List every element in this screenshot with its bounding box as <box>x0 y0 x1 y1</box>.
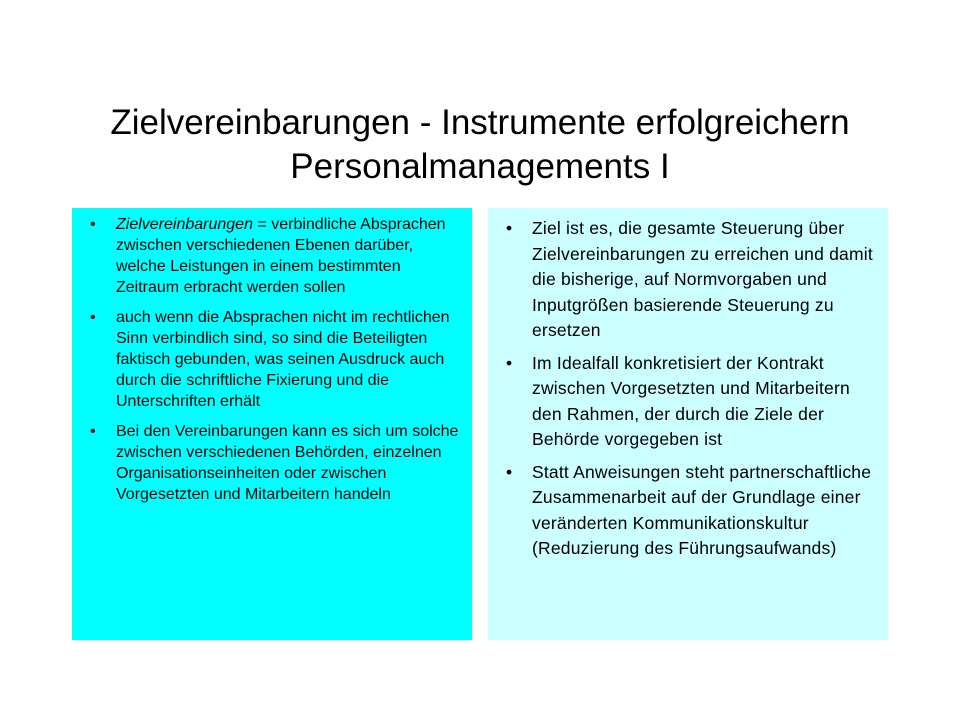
right-bullet-text-1: Ziel ist es, die gesamte Steuerung über Zielvereinbarungen zu erreichen und damit die bisherige, auf Normvorgaben und Inputgrößen basierende Steuerung zu ersetzen <box>532 218 873 340</box>
left-bullet-item-2 <box>84 307 460 412</box>
bullet-icon: • <box>506 218 513 238</box>
left-text-panel <box>72 208 472 640</box>
left-bullet-text-1: = verbindliche Absprachen zwischen verschiedenen Ebenen darüber, welche Leistungen in einem bestimmten Zeitraum erbracht werden sollen <box>116 216 446 296</box>
right-text-panel <box>488 208 888 640</box>
slide-title-line-1: Zielvereinbarungen - Instrumente erfolgreichern <box>110 103 850 143</box>
left-bullet-item-1 <box>84 214 460 298</box>
right-bullet-text-3: Statt Anweisungen steht partnerschaftliche Zusammenarbeit auf der Grundlage einer veränderten Kommunikationskultur (Reduzierung des Führungsaufwands) <box>532 461 872 558</box>
bullet-icon: • <box>506 461 513 482</box>
slide-title-line-2: Personalmanagements I <box>290 147 670 187</box>
bullet-icon: • <box>90 216 96 233</box>
slide-title <box>60 101 900 189</box>
right-bullet-item-2 <box>500 351 876 453</box>
right-bullet-list <box>500 216 876 562</box>
bullet-icon: • <box>90 423 96 440</box>
left-bullet-list <box>84 214 460 505</box>
bullet-icon: • <box>90 309 96 326</box>
left-bullet-text-3: Bei den Vereinbarungen kann es sich um solche zwischen verschiedenen Behörden, einzelnen Organisationseinheiten oder zwischen Vorgesetzten und Mitarbeitern handeln <box>116 423 459 503</box>
bullet-icon: • <box>506 352 513 373</box>
right-bullet-item-1 <box>500 216 876 344</box>
left-bullet-item-3 <box>84 421 460 505</box>
right-bullet-item-3 <box>500 460 876 562</box>
definition-term: Zielvereinbarungen <box>116 216 253 233</box>
right-bullet-text-2: Im Idealfall konkretisiert der Kontrakt zwischen Vorgesetzten und Mitarbeitern den Rahmen, der durch die Ziele der Behörde vorgegeben ist <box>532 352 850 449</box>
left-bullet-text-2: auch wenn die Absprachen nicht im rechtlichen Sinn verbindlich sind, so sind die Beteiligten faktisch gebunden, was seinen Ausdruck auch durch die schriftliche Fixierung und die Unterschriften erhält <box>116 309 450 410</box>
